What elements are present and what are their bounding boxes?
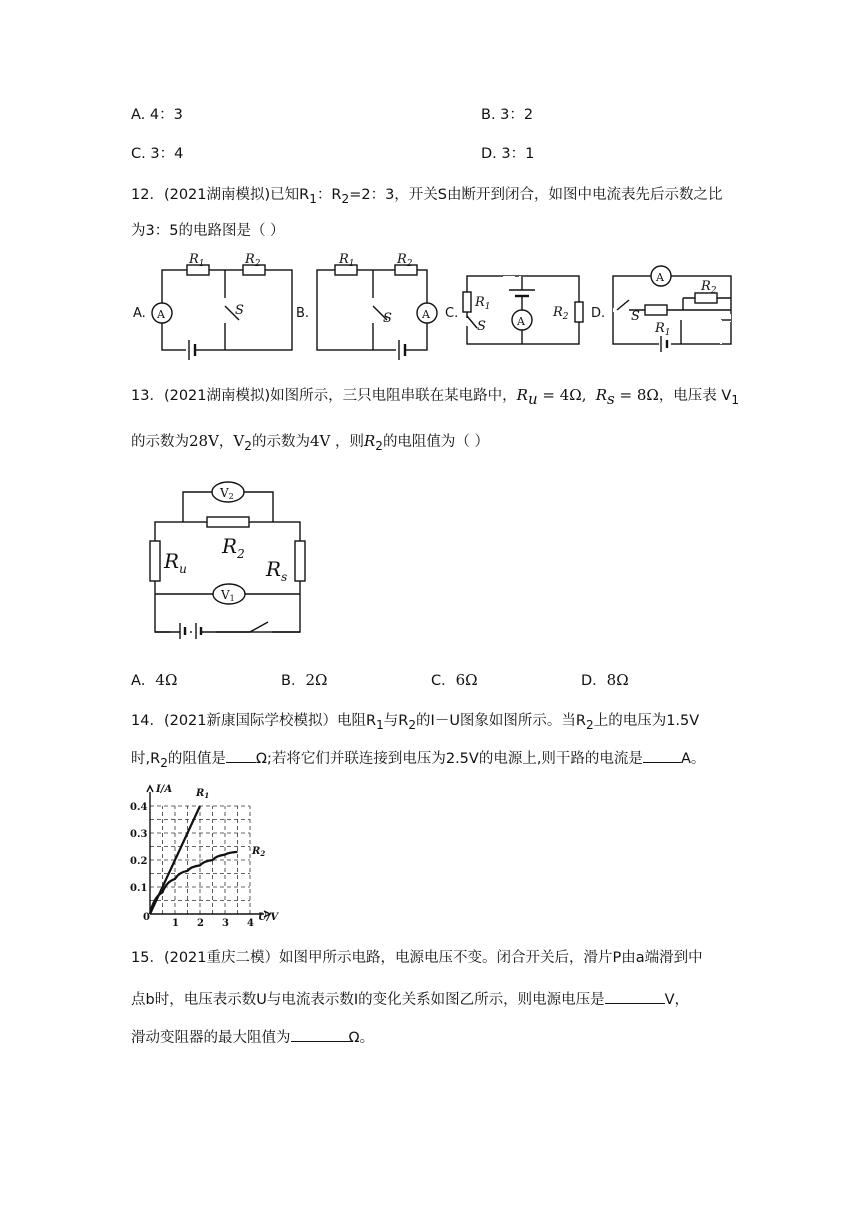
q13-v2-meter-label: V2 bbox=[220, 486, 234, 501]
q12-s-label-b: S bbox=[383, 311, 392, 326]
q14-iu-chart bbox=[128, 782, 278, 927]
q12-ammeter-d: A bbox=[656, 271, 664, 284]
q12-r1-label-b: $R_1$ bbox=[339, 252, 355, 269]
q12-r2-label-d: $R_2$ bbox=[701, 279, 717, 296]
q13-ru-label: $R_u$ bbox=[164, 549, 187, 576]
q13-circuit-diagram bbox=[150, 478, 310, 628]
q13-rs-label: $R_s$ bbox=[266, 557, 288, 584]
q12-ammeter-c: A bbox=[517, 315, 525, 328]
q11-option-d: D. 3：1 bbox=[481, 146, 535, 162]
q12-label-c: C. bbox=[445, 306, 459, 321]
q11-option-c: C. 3：4 bbox=[131, 146, 184, 162]
x-tick-label: 2 bbox=[197, 918, 204, 929]
q14-blank-current[interactable] bbox=[643, 748, 681, 763]
q11-option-b: B. 3：2 bbox=[481, 107, 534, 123]
q12-r1-label-a: $R_1$ bbox=[189, 252, 205, 269]
q11-option-a: A. 4：3 bbox=[131, 107, 183, 123]
q12-ammeter-a: A bbox=[157, 308, 165, 321]
y-tick-label: 0.3 bbox=[130, 829, 148, 840]
q12-r2-label-c: $R_2$ bbox=[553, 305, 569, 322]
q15-stem-line2: 点b时，电压表示数U与电流表示数I的变化关系如图乙所示，则电源电压是 V， bbox=[131, 989, 689, 1010]
q12-stem-line1: 12．(2021湖南模拟)已知$R_1$：$R_2=2$：3，开关S由断开到闭合，如图中电流表先后示数之比 bbox=[131, 187, 723, 206]
q12-s-label-a: S bbox=[235, 303, 244, 318]
q14-blank-resistance[interactable] bbox=[226, 748, 256, 763]
q12-label-a: A. bbox=[133, 306, 146, 321]
q14-stem-line1: 14．(2021新康国际学校模拟）电阻$R_1$与$R_2$的I－U图象如图所示。当$R_2$上的电压为1.5V bbox=[131, 713, 700, 732]
q12-r1-label-c: $R_1$ bbox=[475, 295, 491, 312]
q12-s-label-c: S bbox=[477, 319, 486, 334]
q13-stem-line2: 的示数为28V，$V_2$的示数为4V ，则$R_2$的电阻值为（ ） bbox=[131, 432, 490, 453]
series-line-r2 bbox=[150, 852, 238, 914]
q13-option-b: B．2Ω bbox=[281, 671, 328, 689]
q12-label-b: B. bbox=[296, 306, 310, 321]
chart-x-axis-label: U/V bbox=[258, 912, 279, 923]
q13-option-c: C．6Ω bbox=[431, 671, 478, 689]
q13-option-d: D．8Ω bbox=[581, 671, 629, 689]
q13-v1-meter-label: V1 bbox=[221, 588, 235, 603]
q12-label-d: D. bbox=[591, 306, 606, 321]
q12-stem-line2: 为3：5的电路图是（ ） bbox=[131, 223, 285, 239]
q15-stem-line1: 15．(2021重庆二模）如图甲所示电路，电源电压不变。闭合开关后，滑片P由a端滑到中 bbox=[131, 950, 703, 966]
chart-r2-label: $R_2$ bbox=[252, 846, 266, 858]
q13-stem-line1: 13．(2021湖南模拟)如图所示，三只电阻串联在某电路中，$R_u = 4\Omega$, $R_s = 8\Omega$，电压表 $V_1$ bbox=[131, 386, 740, 408]
chart-y-axis-label: I/A bbox=[156, 784, 173, 795]
q12-circuit-diagrams bbox=[125, 252, 745, 358]
y-axis-arrow bbox=[147, 786, 153, 792]
q13-r2-label: $R_2$ bbox=[222, 534, 245, 561]
q12-ammeter-b: A bbox=[422, 308, 430, 321]
q12-s-label-d: S bbox=[631, 309, 640, 324]
q12-r2-label-a: $R_2$ bbox=[245, 252, 261, 269]
q15-blank-resistance[interactable] bbox=[291, 1027, 349, 1042]
q12-r1-label-d: $R_1$ bbox=[655, 321, 671, 338]
q13-option-a: A．4Ω bbox=[131, 671, 178, 689]
chart-r1-label: $R_1$ bbox=[196, 788, 210, 800]
x-tick-label: 4 bbox=[247, 918, 254, 929]
y-tick-label: 0.2 bbox=[130, 856, 148, 867]
y-tick-label: 0.4 bbox=[130, 802, 148, 813]
chart-origin-label: 0 bbox=[143, 912, 150, 923]
x-tick-label: 1 bbox=[172, 918, 179, 929]
q15-stem-line3: 滑动变阻器的最大阻值为 Ω。 bbox=[131, 1027, 374, 1048]
q14-stem-line2: 时$,R_2$的阻值是 Ω;若将它们并联连接到电压为2.5V的电源上,则干路的电流是 A。 bbox=[131, 748, 705, 773]
x-tick-label: 3 bbox=[222, 918, 229, 929]
q12-r2-label-b: $R_2$ bbox=[397, 252, 413, 269]
q15-blank-voltage[interactable] bbox=[605, 989, 665, 1004]
y-tick-label: 0.1 bbox=[130, 883, 148, 894]
